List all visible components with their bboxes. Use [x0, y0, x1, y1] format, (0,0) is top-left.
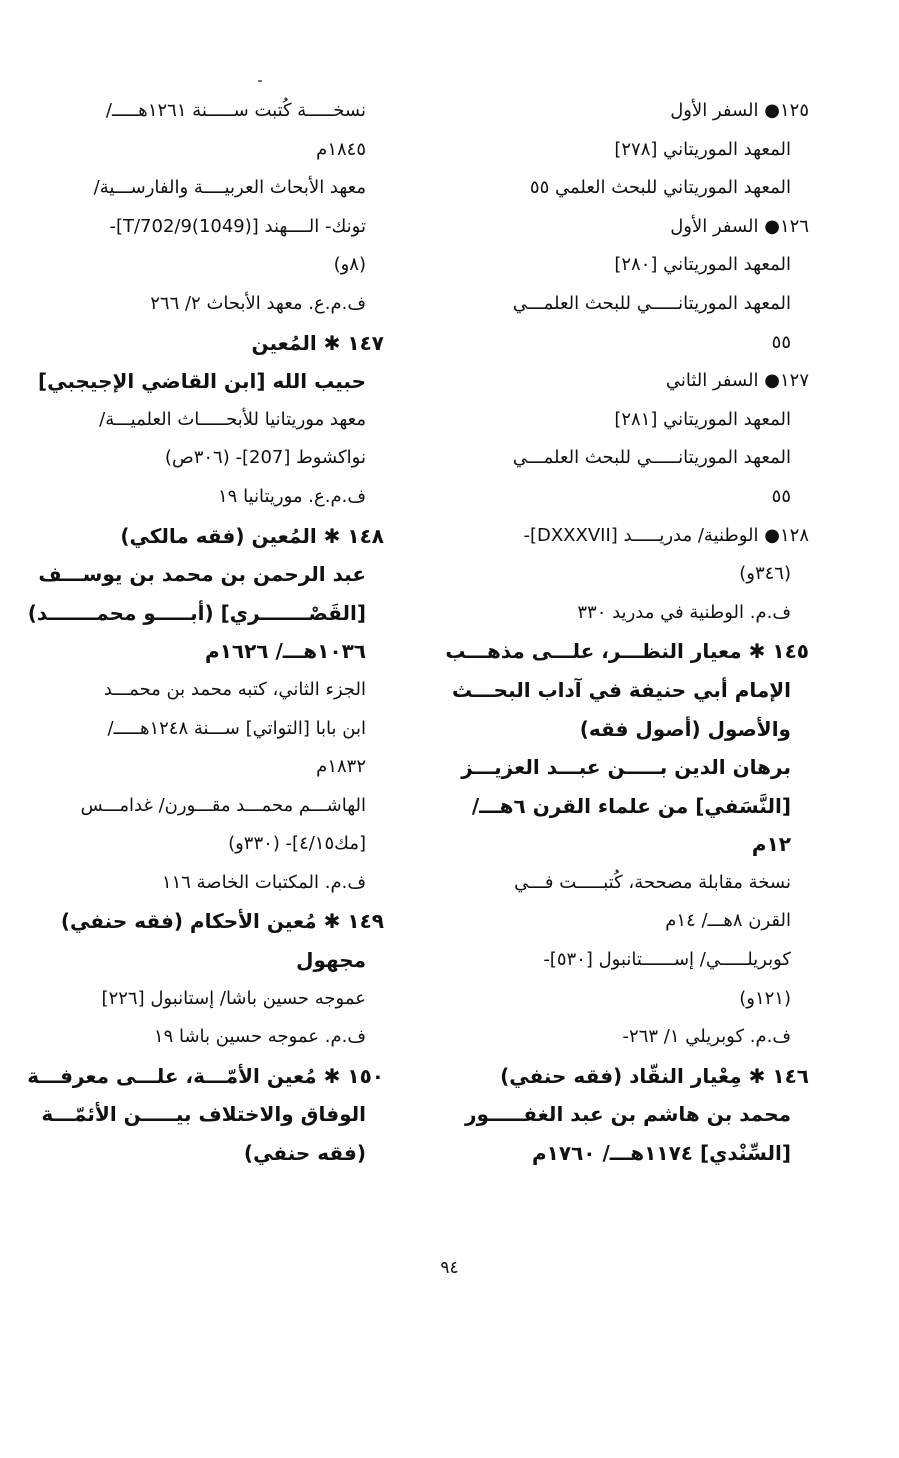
left-column-line: ١٨٣٢م — [316, 756, 366, 778]
left-column-line: ١٤٨ ✱ المُعين (فقه مالكي) — [120, 523, 384, 548]
right-column-line: المعهد الموريتاني [٢٨٠] — [614, 254, 791, 276]
left-column-line: عموجه حسين باشا/ إستانبول [٢٢٦] — [101, 987, 366, 1009]
left-column-line: معهد الأبحاث العربيــــة والفارســـية/ — [93, 177, 366, 199]
right-column-line: (١٢١و) — [739, 987, 791, 1009]
right-column-line: ١٢م — [751, 832, 791, 857]
right-column-line: محمد بن هاشم بن عبد الغفـــــور — [465, 1102, 791, 1127]
right-column-line: ١٢٨● الوطنية/ مدريـــــد [DXXXVII]- — [523, 524, 809, 546]
scan-speck — [258, 80, 262, 82]
right-column-line: المعهد الموريتانـــــي للبحث العلمـــي — [512, 292, 791, 314]
left-column-line: ف.م. المكتبات الخاصة ١١٦ — [161, 871, 366, 893]
left-column-line: (فقه حنفي) — [243, 1141, 366, 1166]
right-column-line: كوبريلـــــي/ إســــــتانبول [٥٣٠]- — [543, 949, 791, 971]
right-column-line: ١٤٦ ✱ مِعْيار النقّاد (فقه حنفي) — [500, 1063, 809, 1088]
right-column-line: المعهد الموريتاني [٢٧٨] — [614, 138, 791, 160]
left-column — [27, 92, 394, 1173]
right-column-line: المعهد الموريتانـــــي للبحث العلمـــي — [512, 447, 791, 469]
right-column-line: القرن ٨هـــ/ ١٤م — [665, 910, 791, 932]
left-column-line: ابن بابا [التواتي] ســـنة ١٢٤٨هـــــ/ — [107, 717, 366, 739]
right-column-line: ١٤٥ ✱ معيار النظـــر، علـــى مذهـــب — [445, 639, 809, 664]
right-column-line: ف.م. كوبريلي ١/ ٢٦٣- — [622, 1026, 791, 1048]
right-column-line: نسخة مقابلة مصححة، كُتبـــــت فـــي — [514, 871, 791, 893]
right-column — [445, 92, 819, 1173]
right-column-line: والأصول (أصول فقه) — [579, 716, 791, 741]
left-column-line: نواكشوط [207]- (٣٠٦ص) — [164, 447, 366, 469]
left-column-line: ١٥٠ ✱ مُعين الأمّـــة، علـــى معرفـــة — [27, 1063, 384, 1088]
left-column-line: حبيب الله [ابن القاضي الإجيجبي] — [37, 369, 366, 394]
left-column-line: (٨و) — [333, 254, 366, 276]
left-column-line: معهد موريتانيا للأبحـــــاث العلميـــة/ — [99, 408, 366, 430]
left-column-line: ١٤٧ ✱ المُعين — [251, 330, 384, 355]
left-column-line: الوفاق والاختلاف بيـــــن الأئمّـــة — [41, 1102, 366, 1127]
left-column-line: عبد الرحمن بن محمد بن يوســـف — [38, 562, 366, 587]
left-column-line: ف.م.ع. معهد الأبحاث ٢/ ٢٦٦ — [150, 292, 366, 314]
left-column-line: [القَصْـــــــري] (أبـــــو محمـــــــد) — [27, 600, 366, 625]
left-column-line: نسخـــــة كُتبت ســـــنة ١٢٦١هـــــ/ — [105, 100, 366, 121]
right-column-line: ٥٥ — [771, 485, 791, 507]
left-column-line: [مك٤/١٥]- (٣٣٠و) — [228, 833, 366, 855]
left-column-line: ١٠٣٦هـــ/ ١٦٢٦م — [205, 639, 366, 664]
right-column-line: ١٢٦● السفر الأول — [670, 215, 809, 237]
right-column-line: ف.م. الوطنية في مدريد ٣٣٠ — [577, 601, 791, 623]
left-column-line: ف.م. عموجه حسين باشا ١٩ — [153, 1026, 366, 1048]
left-column-line: الجزء الثاني، كتبه محمد بن محمـــد — [103, 678, 366, 700]
left-column-line: مجهول — [296, 948, 366, 973]
right-column-line: برهان الدين بـــــن عبـــد العزيـــز — [461, 755, 791, 780]
right-column-line: (٣٤٦و) — [739, 563, 791, 585]
right-column-line: [النَّسَفي] من علماء القرن ٦هـــ/ — [471, 793, 791, 818]
left-column-line: ف.م.ع. موريتانيا ١٩ — [218, 485, 366, 507]
left-column-line: ١٨٤٥م — [316, 138, 366, 160]
page-number: ٩٤ — [440, 1258, 459, 1278]
right-column-line: ٥٥ — [771, 331, 791, 353]
left-column-line: الهاشـــم محمـــد مقـــورن/ غدامـــس — [80, 794, 366, 816]
left-column-line: ١٤٩ ✱ مُعين الأحكام (فقه حنفي) — [60, 909, 384, 934]
left-column-line: تونك- الــــهند [T/702/9(1049)]- — [109, 215, 366, 237]
right-column-line: ١٢٥● السفر الأول — [670, 100, 809, 121]
right-column-line: الإمام أبي حنيفة في آداب البحـــث — [451, 677, 791, 702]
right-column-line: المعهد الموريتاني [٢٨١] — [614, 408, 791, 430]
right-column-line: ١٢٧● السفر الثاني — [665, 370, 809, 392]
right-column-line: [السِّنْدي] ١١٧٤هـــ/ ١٧٦٠م — [532, 1141, 791, 1166]
right-column-line: المعهد الموريتاني للبحث العلمي ٥٥ — [529, 177, 791, 199]
